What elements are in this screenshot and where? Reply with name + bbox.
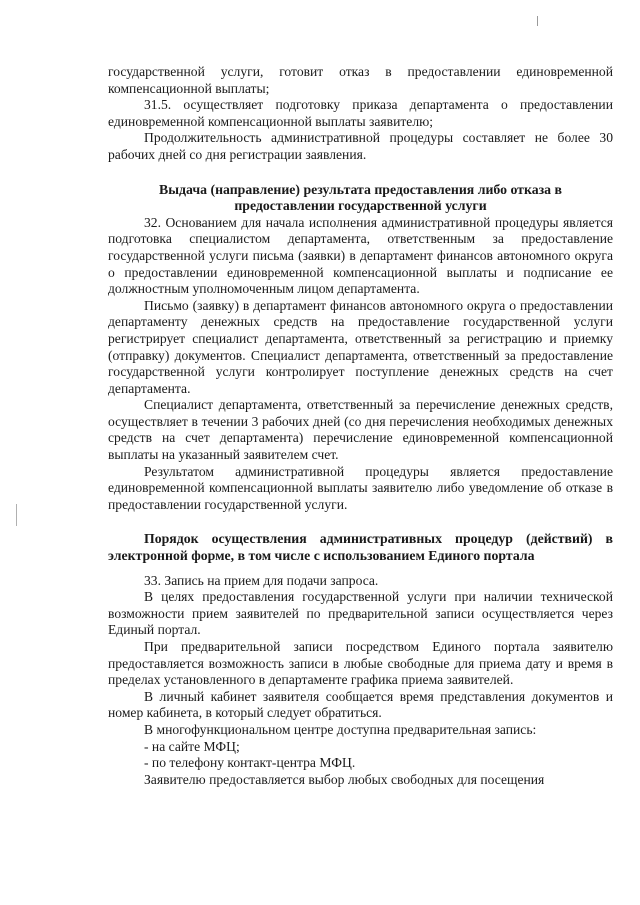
paragraph: Продолжительность административной процедуры составляет не более 30 рабочих дней со дня регистрации заявления.: [108, 130, 613, 162]
paragraph: В личный кабинет заявителя сообщается время представления документов и номер кабинета, в который следует обратиться.: [108, 688, 613, 721]
paragraph: Результатом административной процедуры является предоставление единовременной компенсационной выплаты заявителю либо уведомление об отказе в предоставлении государственной услуги.: [108, 463, 613, 512]
list-item: - по телефону контакт-центра МФЦ.: [144, 755, 356, 771]
list-item: - на сайте МФЦ;: [144, 738, 240, 754]
scan-mark: [16, 504, 17, 526]
section-heading: Выдача (направление) результата предоставления либо отказа в предоставлении государственной услуги: [159, 181, 562, 214]
paragraph: В многофункциональном центре доступна предварительная запись:: [144, 721, 537, 737]
paragraph: В целях предоставления государственной услуги при наличии технической возможности прием заявителей по предварительной записи осуществляется через Единый портал.: [108, 589, 613, 638]
paragraph: 31.5. осуществляет подготовку приказа департамента о предоставлении единовременной компенсационной выплаты заявителю;: [108, 97, 613, 129]
paragraph: Специалист департамента, ответственный за перечисление денежных средств, осуществляет в течении 3 рабочих дней (со дня перечисления необходимых денежных средств на счет департамента) перечисление единовременной компенсационной выплаты на указанный заявителем счет.: [108, 397, 613, 463]
paragraph: 33. Запись на прием для подачи запроса.: [144, 572, 379, 588]
scan-mark: [537, 16, 538, 26]
document-body: [108, 64, 613, 788]
paragraph: Письмо (заявку) в департамент финансов автономного округа о предоставлении департаменту денежных средств на предоставление государственной услуги регистрирует специалист департамента, ответственный за регистрацию и приемку (отправку) документов. Специалист департамента, ответственный за предоставление государственной услуги контролирует поступление денежных средств на счет департамента.: [108, 297, 613, 396]
section-heading: Порядок осуществления административных процедур (действий) в электронной форме, в том числе с использованием Единого портала: [108, 531, 613, 564]
paragraph: При предварительной записи посредством Единого портала заявителю предоставляется возможность записи в любые свободные для приема дату и время в пределах установленного в департаменте графика приема заявителей.: [108, 639, 613, 688]
paragraph: Заявителю предоставляется выбор любых свободных для посещения: [144, 771, 545, 787]
paragraph: 32. Основанием для начала исполнения административной процедуры является подготовка специалистом департамента, ответственным за предоставление государственной услуги письма (заявки) в департамент финансов автономного округа о предоставлении единовременной компенсационной выплаты и подписание ее должностным уполномоченным лицом департамента.: [108, 214, 613, 297]
paragraph: государственной услуги, готовит отказ в предоставлении единовременной компенсационной выплаты;: [108, 64, 613, 96]
